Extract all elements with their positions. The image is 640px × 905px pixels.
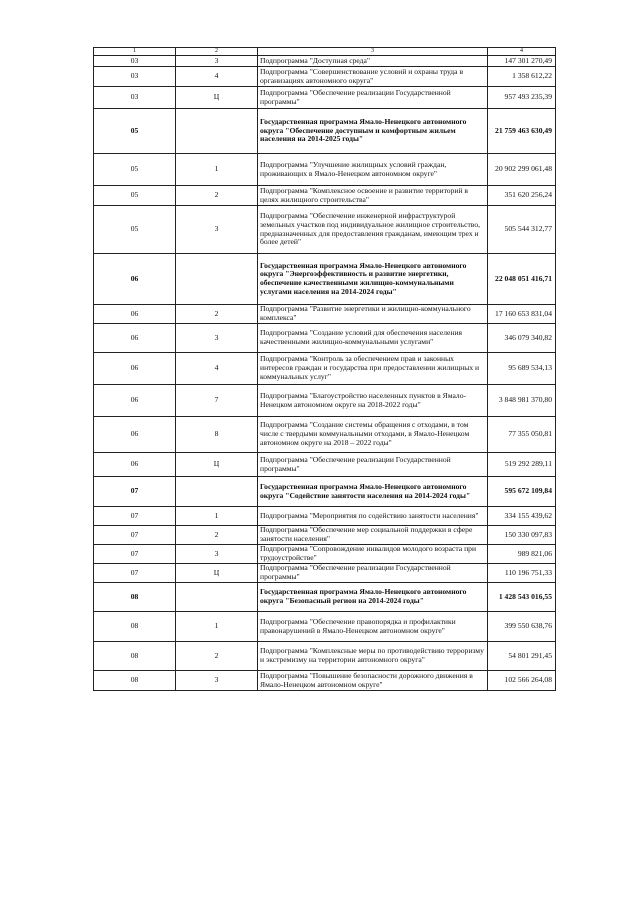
table-row xyxy=(94,545,556,564)
name-cell: Государственная программа Ямало-Ненецкого автономного округа "Энергоэффективность и развитие энергетики, обеспечение качественными жилищно-коммунальными услугами населения на 2014-2024 годы" xyxy=(258,254,488,305)
amount-cell: 505 544 312,77 xyxy=(488,206,556,254)
program-code-cell: 06 xyxy=(94,305,176,324)
amount-cell: 95 689 534,13 xyxy=(488,353,556,385)
table-row xyxy=(94,642,556,671)
table-row xyxy=(94,324,556,353)
program-code-cell: 07 xyxy=(94,507,176,526)
amount-cell: 595 672 109,84 xyxy=(488,477,556,507)
name-cell: Подпрограмма "Обеспечение реализации Государственной программы" xyxy=(258,453,488,477)
program-code-cell: 07 xyxy=(94,526,176,545)
subprogram-code-cell: 3 xyxy=(176,671,258,691)
program-code-cell: 03 xyxy=(94,87,176,109)
name-cell: Подпрограмма "Доступная среда" xyxy=(258,56,488,67)
table-row xyxy=(94,67,556,87)
amount-cell: 150 330 097,83 xyxy=(488,526,556,545)
program-code-cell: 06 xyxy=(94,254,176,305)
name-cell: Подпрограмма "Улучшение жилищных условий граждан, проживающих в Ямало-Ненецком автономном округе" xyxy=(258,154,488,186)
program-code-cell: 08 xyxy=(94,583,176,612)
subprogram-code-cell: 3 xyxy=(176,56,258,67)
subprogram-code-cell: 3 xyxy=(176,206,258,254)
amount-cell: 351 620 256,24 xyxy=(488,186,556,206)
program-code-cell: 06 xyxy=(94,353,176,385)
table-row xyxy=(94,353,556,385)
name-cell: Подпрограмма "Обеспечение реализации Государственной программы" xyxy=(258,564,488,583)
subprogram-code-cell xyxy=(176,583,258,612)
program-code-cell: 03 xyxy=(94,56,176,67)
name-cell: Подпрограмма "Развитие энергетики и жилищно-коммунального комплекса" xyxy=(258,305,488,324)
subprogram-code-cell: 2 xyxy=(176,642,258,671)
program-code-cell: 07 xyxy=(94,545,176,564)
program-code-cell: 05 xyxy=(94,186,176,206)
name-cell: Подпрограмма "Благоустройство населенных пунктов в Ямало-Ненецком автономном округе на 2018-2022 годы" xyxy=(258,385,488,417)
table-row xyxy=(94,453,556,477)
name-cell: Подпрограмма "Создание условий для обеспечения населения качественными жилищно-коммунальными услугами" xyxy=(258,324,488,353)
name-cell: Подпрограмма "Обеспечение реализации Государственной программы" xyxy=(258,87,488,109)
program-row xyxy=(94,254,556,305)
program-row xyxy=(94,109,556,154)
table-row xyxy=(94,564,556,583)
amount-cell: 110 196 751,33 xyxy=(488,564,556,583)
subprogram-code-cell: 2 xyxy=(176,305,258,324)
name-cell: Подпрограмма "Мероприятия по содействию занятости населения" xyxy=(258,507,488,526)
name-cell: Подпрограмма "Совершенствование условий и охраны труда в организациях автономного округа" xyxy=(258,67,488,87)
name-cell: Подпрограмма "Повышение безопасности дорожного движения в Ямало-Ненецком автономном округе" xyxy=(258,671,488,691)
program-code-cell: 05 xyxy=(94,206,176,254)
subprogram-code-cell: Ц xyxy=(176,87,258,109)
amount-cell: 989 821,06 xyxy=(488,545,556,564)
program-code-cell: 05 xyxy=(94,154,176,186)
budget-table xyxy=(93,47,556,691)
name-cell: Подпрограмма "Обеспечение правопорядка и профилактики правонарушений в Ямало-Ненецком автономном округе" xyxy=(258,612,488,642)
subprogram-code-cell: Ц xyxy=(176,453,258,477)
subprogram-code-cell: 7 xyxy=(176,385,258,417)
program-code-cell: 08 xyxy=(94,671,176,691)
subprogram-code-cell xyxy=(176,254,258,305)
table-row xyxy=(94,612,556,642)
table-row xyxy=(94,186,556,206)
program-code-cell: 08 xyxy=(94,612,176,642)
subprogram-code-cell: Ц xyxy=(176,564,258,583)
amount-cell: 147 301 270,49 xyxy=(488,56,556,67)
name-cell: Подпрограмма "Контроль за обеспечением прав и законных интересов граждан и государства при предоставлении жилищных и коммунальных услуг" xyxy=(258,353,488,385)
amount-cell: 102 566 264,08 xyxy=(488,671,556,691)
name-cell: Подпрограмма "Создание системы обращения с отходами, в том числе с твердыми коммунальными отходами, в Ямало-Ненецком автономном округе на 2018 – 2022 годы" xyxy=(258,417,488,453)
table-row xyxy=(94,417,556,453)
amount-cell: 77 355 050,81 xyxy=(488,417,556,453)
amount-cell: 1 358 612,22 xyxy=(488,67,556,87)
amount-cell: 54 801 291,45 xyxy=(488,642,556,671)
amount-cell: 519 292 289,11 xyxy=(488,453,556,477)
subprogram-code-cell: 3 xyxy=(176,324,258,353)
column-header: 4 xyxy=(488,48,556,56)
subprogram-code-cell: 8 xyxy=(176,417,258,453)
amount-cell: 17 160 653 831,04 xyxy=(488,305,556,324)
table-row xyxy=(94,154,556,186)
name-cell: Государственная программа Ямало-Ненецкого автономного округа "Безопасный регион на 2014-2024 годы" xyxy=(258,583,488,612)
subprogram-code-cell xyxy=(176,109,258,154)
subprogram-code-cell: 1 xyxy=(176,507,258,526)
program-code-cell: 06 xyxy=(94,453,176,477)
table-row xyxy=(94,206,556,254)
subprogram-code-cell: 1 xyxy=(176,154,258,186)
amount-cell: 1 428 543 016,55 xyxy=(488,583,556,612)
column-header: 1 xyxy=(94,48,176,56)
program-code-cell: 06 xyxy=(94,385,176,417)
program-row xyxy=(94,583,556,612)
column-header: 2 xyxy=(176,48,258,56)
table-row xyxy=(94,507,556,526)
column-header: 3 xyxy=(258,48,488,56)
name-cell: Государственная программа Ямало-Ненецкого автономного округа "Содействие занятости населения на 2014-2024 годы" xyxy=(258,477,488,507)
program-code-cell: 06 xyxy=(94,324,176,353)
program-code-cell: 07 xyxy=(94,564,176,583)
program-code-cell: 03 xyxy=(94,67,176,87)
name-cell: Государственная программа Ямало-Ненецкого автономного округа "Обеспечение доступным и комфортным жильем населения на 2014-2025 годы" xyxy=(258,109,488,154)
subprogram-code-cell: 2 xyxy=(176,186,258,206)
subprogram-code-cell: 2 xyxy=(176,526,258,545)
program-code-cell: 05 xyxy=(94,109,176,154)
table-row xyxy=(94,526,556,545)
name-cell: Подпрограмма "Обеспечение мер социальной поддержки в сфере занятости населения" xyxy=(258,526,488,545)
program-code-cell: 08 xyxy=(94,642,176,671)
name-cell: Подпрограмма "Комплексные меры по противодействию терроризму и экстремизму на территории автономного округа" xyxy=(258,642,488,671)
table-row xyxy=(94,385,556,417)
name-cell: Подпрограмма "Сопровождение инвалидов молодого возраста при трудоустройстве" xyxy=(258,545,488,564)
amount-cell: 3 848 981 370,80 xyxy=(488,385,556,417)
amount-cell: 334 155 439,62 xyxy=(488,507,556,526)
amount-cell: 20 902 299 061,48 xyxy=(488,154,556,186)
amount-cell: 346 079 340,82 xyxy=(488,324,556,353)
subprogram-code-cell: 3 xyxy=(176,545,258,564)
table-row xyxy=(94,305,556,324)
amount-cell: 399 550 638,76 xyxy=(488,612,556,642)
amount-cell: 957 493 235,39 xyxy=(488,87,556,109)
subprogram-code-cell: 1 xyxy=(176,612,258,642)
amount-cell: 22 048 051 416,71 xyxy=(488,254,556,305)
amount-cell: 21 759 463 630,49 xyxy=(488,109,556,154)
table-row xyxy=(94,671,556,691)
name-cell: Подпрограмма "Обеспечение инженерной инфраструктурой земельных участков под индивидуальное жилищное строительство, предназначенных для предоставления гражданам, имеющим трех и более детей" xyxy=(258,206,488,254)
subprogram-code-cell xyxy=(176,477,258,507)
subprogram-code-cell: 4 xyxy=(176,353,258,385)
table-row xyxy=(94,56,556,67)
table-header-row xyxy=(94,48,556,56)
program-code-cell: 07 xyxy=(94,477,176,507)
name-cell: Подпрограмма "Комплексное освоение и развитие территорий в целях жилищного строительства" xyxy=(258,186,488,206)
table-row xyxy=(94,87,556,109)
program-row xyxy=(94,477,556,507)
program-code-cell: 06 xyxy=(94,417,176,453)
subprogram-code-cell: 4 xyxy=(176,67,258,87)
